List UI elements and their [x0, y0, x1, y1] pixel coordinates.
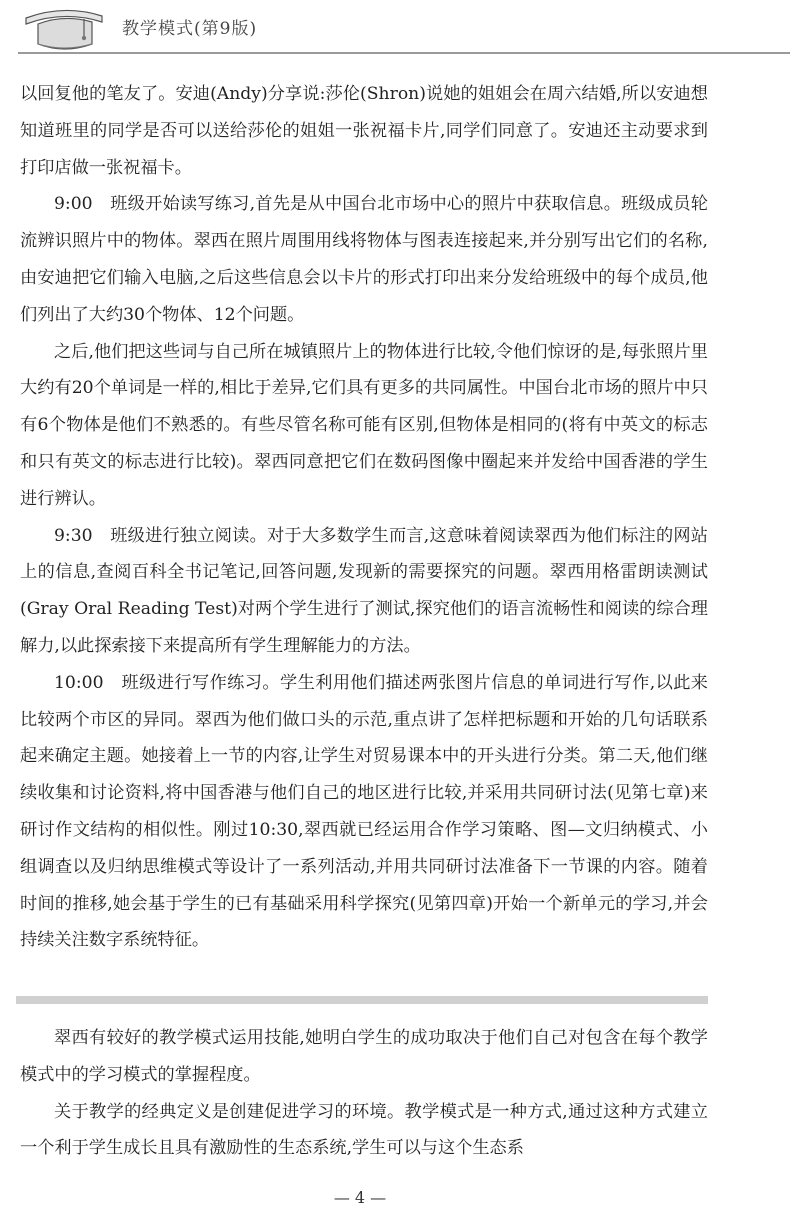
book-title: 教学模式(第9版): [122, 19, 258, 39]
paragraph-9-30: 9:30 班级进行独立阅读。对于大多数学生而言,这意味着阅读翠西为他们标注的网站上的信息,查阅百科全书记笔记,回答问题,发现新的需要探究的问题。翠西用格雷朗读测试(Gray Oral Reading Test)对两个学生进行了测试,探究他们的语言流畅性和阅读的综合理解力,以此探索接下来提高所有学生理解能力的方法。: [20, 525, 708, 656]
paragraph-comparison: 之后,他们把这些词与自己所在城镇照片上的物体进行比较,令他们惊讶的是,每张照片里大约有20个单词是一样的,相比于差异,它们具有更多的共同属性。中国台北市场的照片中只有6个物体是他们不熟悉的。有些尽管名称可能有区别,但物体是相同的(将有中英文的标志和只有英文的标志进行比较)。翠西同意把它们在数码图像中圈起来并发给中国香港的学生进行辨认。: [20, 341, 708, 509]
paragraph-definition: 关于教学的经典定义是创建促进学习的环境。教学模式是一种方式,通过这种方式建立一个利于学生成长且具有激励性的生态系统,学生可以与这个生态系: [20, 1101, 708, 1159]
section-divider: [16, 996, 708, 1004]
header-rule: [18, 52, 790, 54]
paragraph-skills: 翠西有较好的教学模式运用技能,她明白学生的成功取决于他们自己对包含在每个教学模式中的学习模式的掌握程度。: [20, 1028, 708, 1085]
paragraph-continuation: 以回复他的笔友了。安迪(Andy)分享说:莎伦(Shron)说她的姐姐会在周六结婚,所以安迪想知道班里的同学是否可以送给莎伦的姐姐一张祝福卡片,同学们同意了。安迪还主动要求到打印店做一张祝福卡。: [20, 84, 708, 178]
paragraph-9-00: 9:00 班级开始读写练习,首先是从中国台北市场中心的照片中获取信息。班级成员轮流辨识照片中的物体。翠西在照片周围用线将物体与图表连接起来,并分别写出它们的名称,由安迪把它们输入电脑,之后这些信息会以卡片的形式打印出来分发给班级中的每个成员,他们列出了大约30个物体、12个问题。: [20, 194, 708, 325]
paragraph-10-00: 10:00 班级进行写作练习。学生利用他们描述两张图片信息的单词进行写作,以此来比较两个市区的异同。翠西为他们做口头的示范,重点讲了怎样把标题和开始的几句话联系起来确定主题。她接着上一节的内容,让学生对贸易课本中的开头进行分类。第二天,他们继续收集和讨论资料,将中国香港与他们自己的地区进行比较,并采用共同研讨法(见第七章)来研讨作文结构的相似性。刚过10:30,翠西就已经运用合作学习策略、图—文归纳模式、小组调查以及归纳思维模式等设计了一系列活动,并用共同研讨法准备下一节课的内容。随着时间的推移,她会基于学生的已有基础采用科学探究(见第四章)开始一个新单元的学习,并会持续关注数字系统特征。: [20, 672, 708, 951]
following-text-section: [20, 1020, 708, 1167]
running-header: [0, 0, 790, 64]
graduation-cap-icon: [18, 2, 110, 54]
main-text-section: [20, 76, 708, 959]
page-number: — 4 —: [333, 1188, 387, 1207]
